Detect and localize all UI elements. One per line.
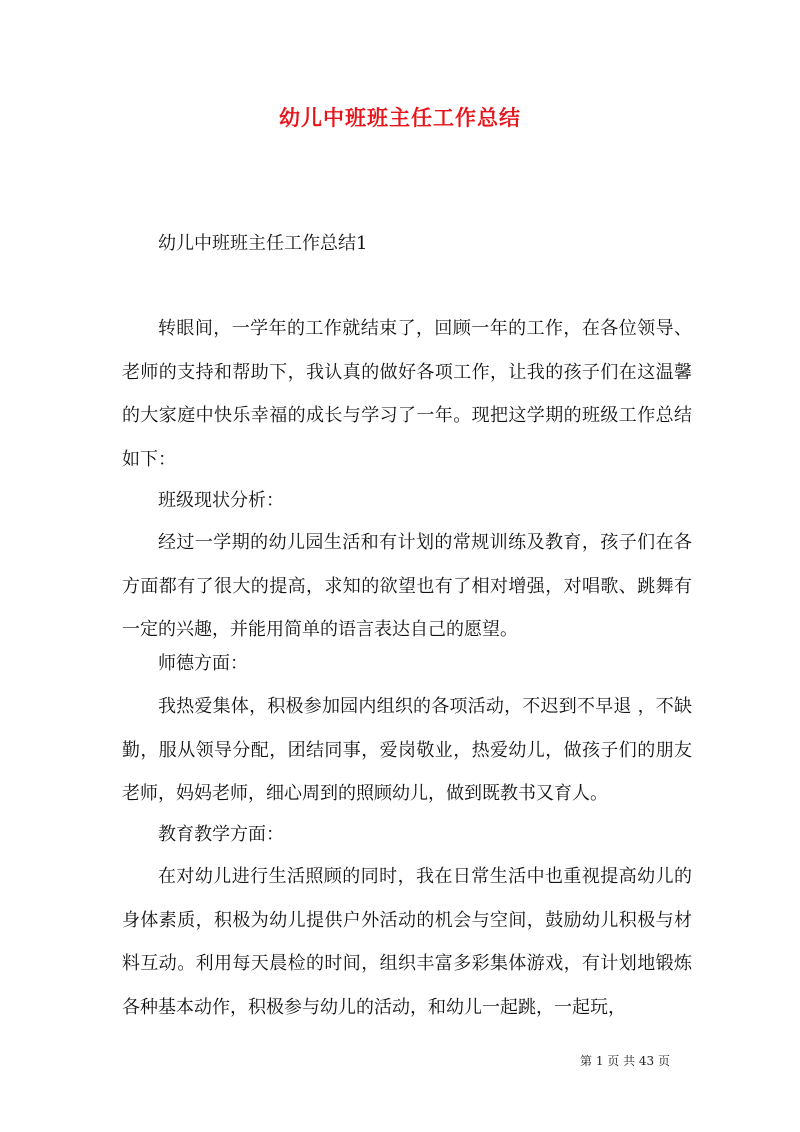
subheading-teaching: 教育教学方面：: [158, 824, 284, 845]
paragraph-class-status: 经过一学期的幼儿园生活和有计划的常规训练及教育，孩子们在各方面都有了很大的提高，求知的欲望也有了相对增强，对唱歌、跳舞有一定的兴趣，并能用简单的语言表达自己的愿望。: [122, 532, 692, 640]
paragraph-intro: 转眼间，一学年的工作就结束了，回顾一年的工作，在各位领导、老师的支持和帮助下，我认真的做好各项工作，让我的孩子们在这温馨的大家庭中快乐幸福的成长与学习了一年。现把这学期的班级工作总结如下：: [122, 318, 692, 470]
page-footer: 第 1 页 共 43 页: [580, 1054, 670, 1068]
subheading-class-status: 班级现状分析：: [158, 490, 284, 511]
section-heading: 幼儿中班班主任工作总结1: [158, 233, 368, 254]
document-title: 幼儿中班班主任工作总结: [279, 105, 521, 130]
subheading-teacher-ethics: 师德方面：: [158, 653, 248, 674]
paragraph-teacher-ethics: 我热爱集体，积极参加园内组织的各项活动，不迟到不早退 ，不缺勤，服从领导分配，团结同事，爱岗敬业，热爱幼儿，做孩子们的朋友老师，妈妈老师，细心周到的照顾幼儿，做到既教书又育人。: [122, 696, 692, 804]
paragraph-teaching: 在对幼儿进行生活照顾的同时，我在日常生活中也重视提高幼儿的身体素质，积极为幼儿提供户外活动的机会与空间，鼓励幼儿积极与材料互动。利用每天晨检的时间，组织丰富多彩集体游戏，有计划地锻炼各种基本动作，积极参与幼儿的活动，和幼儿一起跳，一起玩，: [122, 866, 692, 1018]
